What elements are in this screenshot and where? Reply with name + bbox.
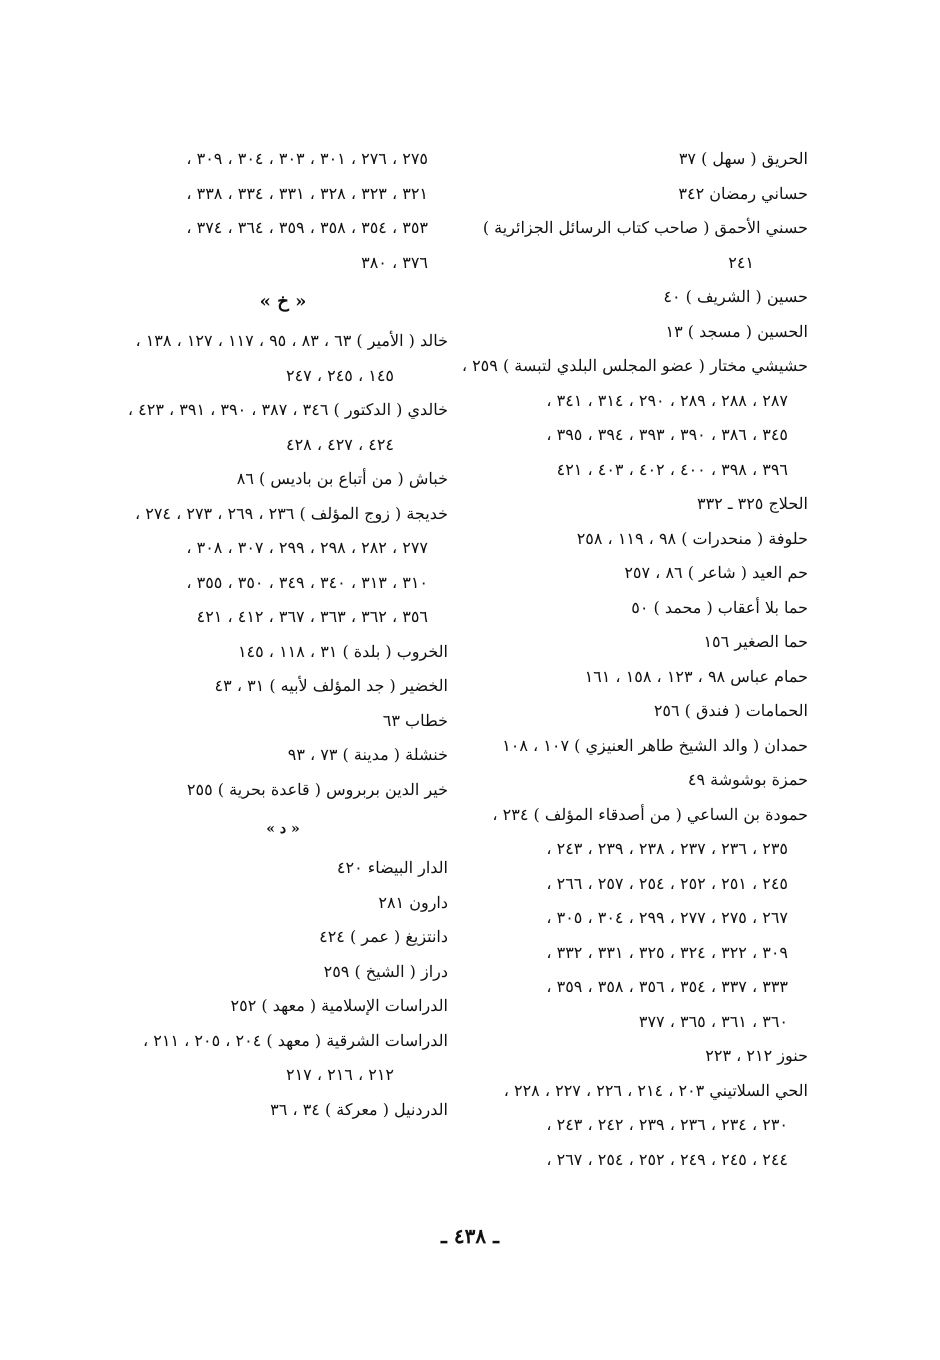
- index-entry-continuation: ٣٣٣ ، ٣٣٧ ، ٣٥٤ ، ٣٥٦ ، ٣٥٨ ، ٣٥٩ ،: [546, 977, 788, 996]
- index-entry: خديجة ( زوج المؤلف ) ٢٣٦ ، ٢٦٩ ، ٢٧٣ ، ٢٧٤ ،: [134, 503, 448, 523]
- index-entry: حساني رمضان ٣٤٢: [678, 183, 808, 203]
- index-entry-continuation: ٣٧٦ ، ٣٨٠: [361, 252, 428, 272]
- index-entry: الدار البيضاء ٤٢٠: [336, 858, 448, 877]
- index-entry: حلوفة ( منحدرات ) ٩٨ ، ١١٩ ، ٢٥٨: [576, 528, 808, 548]
- index-entry: خالد ( الأمير ) ٦٣ ، ٨٣ ، ٩٥ ، ١١٧ ، ١٢٧ ، ١٣٨ ،: [135, 331, 448, 350]
- index-entry: حسني الأحمق ( صاحب كتاب الرسائل الجزائرية ): [482, 218, 808, 237]
- index-entry: الدردنيل ( معركة ) ٣٤ ، ٣٦: [270, 1099, 448, 1119]
- index-entry-continuation: ٢٧٧ ، ٢٨٢ ، ٢٩٨ ، ٢٩٩ ، ٣٠٧ ، ٣٠٨ ،: [186, 538, 428, 557]
- index-entry: الحي السلاتيني ٢٠٣ ، ٢١٤ ، ٢٢٦ ، ٢٢٧ ، ٢٢٨ ،: [503, 1080, 808, 1100]
- index-entry-continuation: ٢٧٥ ، ٢٧٦ ، ٣٠١ ، ٣٠٣ ، ٣٠٤ ، ٣٠٩ ،: [186, 149, 428, 168]
- index-entry-continuation: ٢١٢ ، ٢١٦ ، ٢١٧: [285, 1065, 394, 1084]
- index-entry: دارون ٢٨١: [378, 892, 448, 912]
- index-entry: الخضير ( جد المؤلف لأبيه ) ٣١ ، ٤٣: [214, 676, 448, 695]
- index-entry: الحلاج ٣٢٥ ـ ٣٣٢: [696, 494, 808, 513]
- index-entry-continuation: ٢٤١: [728, 252, 754, 272]
- index-entry-continuation: ٣٠٩ ، ٣٢٢ ، ٣٢٤ ، ٣٢٥ ، ٣٣١ ، ٣٣٢ ،: [546, 942, 788, 962]
- index-entry: الدراسات الشرقية ( معهد ) ٢٠٤ ، ٢٠٥ ، ٢١١ ،: [143, 1030, 448, 1050]
- index-entry: خالدي ( الدكتور ) ٣٤٦ ، ٣٨٧ ، ٣٩٠ ، ٣٩١ ، ٤٢٣ ،: [127, 400, 448, 419]
- index-entry-continuation: ٤٢٤ ، ٤٢٧ ، ٤٢٨: [285, 434, 394, 454]
- index-entry: الحريق ( سهل ) ٣٧: [678, 149, 808, 168]
- index-entry: حمام عباس ٩٨ ، ١٢٣ ، ١٥٨ ، ١٦١: [584, 666, 808, 686]
- index-entry: حشيشي مختار ( عضو المجلس البلدي لتبسة ) ٢٥٩ ،: [461, 356, 808, 375]
- index-entry: حنوز ٢١٢ ، ٢٢٣: [705, 1046, 808, 1065]
- index-entry: الخروب ( بلدة ) ٣١ ، ١١٨ ، ١٤٥: [237, 641, 448, 661]
- section-heading-dal: « د »: [266, 821, 300, 837]
- index-entry: حمدان ( والد الشيخ طاهر العنيزي ) ١٠٧ ، ١٠٨: [502, 735, 808, 755]
- index-entry-continuation: ٣٥٦ ، ٣٦٢ ، ٣٦٣ ، ٣٦٧ ، ٤١٢ ، ٤٢١: [196, 607, 428, 626]
- index-entry: حمزة بوشوشة ٤٩: [687, 770, 808, 789]
- index-entry-continuation: ٣٢١ ، ٣٢٣ ، ٣٢٨ ، ٣٣١ ، ٣٣٤ ، ٣٣٨ ،: [186, 183, 428, 203]
- index-entry: خطاب ٦٣: [382, 710, 448, 730]
- index-entry-continuation: ٣٥٣ ، ٣٥٤ ، ٣٥٨ ، ٣٥٩ ، ٣٦٤ ، ٣٧٤ ،: [186, 218, 428, 237]
- index-entry: حما بلا أعقاب ( محمد ) ٥٠: [631, 597, 808, 617]
- index-entry-continuation: ٢٤٥ ، ٢٥١ ، ٢٥٢ ، ٢٥٤ ، ٢٥٧ ، ٢٦٦ ،: [546, 873, 788, 893]
- index-entry: حسين ( الشريف ) ٤٠: [663, 287, 808, 306]
- index-entry-continuation: ٣٩٦ ، ٣٩٨ ، ٤٠٠ ، ٤٠٢ ، ٤٠٣ ، ٤٢١: [556, 459, 788, 479]
- index-entry: حمودة بن الساعي ( من أصدقاء المؤلف ) ٢٣٤ ،: [492, 804, 808, 824]
- index-entry-continuation: ٢٣٥ ، ٢٣٦ ، ٢٣٧ ، ٢٣٨ ، ٢٣٩ ، ٢٤٣ ،: [546, 839, 788, 858]
- index-entry-continuation: ٢٤٤ ، ٢٤٥ ، ٢٤٩ ، ٢٥٢ ، ٢٥٤ ، ٢٦٧ ،: [546, 1149, 788, 1169]
- index-entry: خباش ( من أتباع بن باديس ) ٨٦: [236, 469, 448, 488]
- index-entry: حما الصغير ١٥٦: [703, 632, 808, 651]
- index-entry-continuation: ٢٣٠ ، ٢٣٤ ، ٢٣٦ ، ٢٣٩ ، ٢٤٢ ، ٢٤٣ ،: [546, 1115, 788, 1134]
- index-entry: الدراسات الإسلامية ( معهد ) ٢٥٢: [230, 996, 448, 1015]
- index-entry: حم العيد ( شاعر ) ٨٦ ، ٢٥٧: [624, 563, 808, 582]
- index-entry: دراز ( الشيخ ) ٢٥٩: [323, 961, 448, 981]
- index-column-right: [458, 142, 808, 1177]
- index-entry: خير الدين بربروس ( قاعدة بحرية ) ٢٥٥: [186, 779, 448, 799]
- page-number: ـ ٤٣٨ ـ: [441, 1224, 499, 1248]
- index-entry-continuation: ٣٤٥ ، ٣٨٦ ، ٣٩٠ ، ٣٩٣ ، ٣٩٤ ، ٣٩٥ ،: [546, 425, 788, 444]
- index-entry: دانتزيغ ( عمر ) ٤٢٤: [319, 927, 448, 946]
- index-column-left: [118, 142, 448, 1127]
- index-entry: خنشلة ( مدينة ) ٧٣ ، ٩٣: [287, 745, 448, 764]
- index-entry-continuation: ٢٦٧ ، ٢٧٥ ، ٢٧٧ ، ٢٩٩ ، ٣٠٤ ، ٣٠٥ ،: [546, 908, 788, 927]
- index-entry-continuation: ١٤٥ ، ٢٤٥ ، ٢٤٧: [285, 365, 394, 385]
- index-entry-continuation: ٣١٠ ، ٣١٣ ، ٣٤٠ ، ٣٤٩ ، ٣٥٠ ، ٣٥٥ ،: [186, 572, 428, 592]
- index-entry: الحسين ( مسجد ) ١٣: [665, 321, 808, 341]
- index-entry: الحمامات ( فندق ) ٢٥٦: [653, 701, 808, 720]
- index-entry-continuation: ٣٦٠ ، ٣٦١ ، ٣٦٥ ، ٣٧٧: [638, 1011, 788, 1031]
- section-heading-kha: « خ »: [259, 291, 307, 312]
- index-entry-continuation: ٢٨٧ ، ٢٨٨ ، ٢٨٩ ، ٢٩٠ ، ٣١٤ ، ٣٤١ ،: [546, 390, 788, 410]
